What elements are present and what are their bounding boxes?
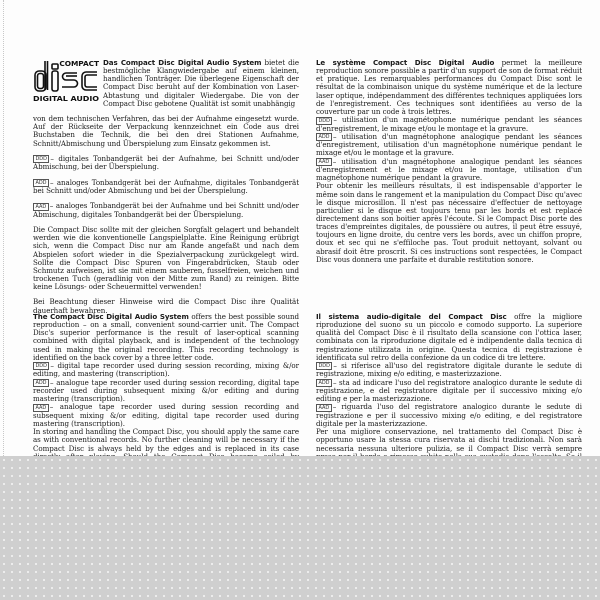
logo-compact-label: COMPACT [59,59,99,68]
german-code-add-text: – analoges Tonbandgerät bei der Aufnahme, digitales Tonbandgerät bei Schnitt und/oder Abmischung und bei der Überspielung. [33,177,299,196]
code-badge-add: ADD [316,379,332,387]
italian-section [316,313,582,477]
code-badge-ddd: DDD [33,155,49,163]
english-care: In storing and handling the Compact Disc, you should apply the same care as with conventional records. No further cleaning will be necessary if the Compact Disc is always held by the edges and is replaced in its case [33,427,299,453]
french-code-add-text: – utilisation d'un magnétophone analogique pendant les séances d'enregistrement, utilisation d'un magnétophone numérique pendant le mixage et/ou le montage et la gravure. [316,131,582,158]
english-code-ddd-text: – digital tape recorder used during session recording, mixing &/or editing, and mastering (transcription). [33,360,299,379]
italian-code-aad-text: – riguarda l'uso del registratore analogico durante le sedute di registrazione e per il successivo mixing e/o editing, e del registratore digitale per la masterizzazione. [316,402,582,429]
italian-code-add-text: – sta ad indicare l'uso del registratore analogico durante le sedute di registrazione, e del registratore digitale per il successivo mixing e/o editing e per la masterizzazione. [316,377,582,404]
german-section-header [33,58,299,315]
german-intro [103,59,299,108]
english-section [33,313,299,477]
code-badge-add: ADD [33,379,49,387]
french-code-ddd-text: – utilisation d'un magnétophone numérique pendant les séances d'enregistrement, le mixage et/ou le montage et la gravure. [316,115,582,133]
french-code-ddd [316,116,582,133]
german-intro-text: bietet die bestmögliche Klangwiedergabe auf einem kleinen, handlichen Tonträger. Die überlegene Eigenschaft der Compact Disc beruht auf der Kombination von Laser-Abtastung und digitaler Wiedergabe. Die von der Compact Disc gebotene Qualität ist somit unabhängig [103,58,299,108]
german-code-aad-text: – analoges Tonbandgerät bei der Aufnahme und bei Schnitt und/oder Abmischung, digitales Tonbandgerät bei der Überspielung. [33,201,299,219]
german-code-ddd-text: – digitales Tonbandgerät bei der Aufnahme, bei Schnitt und/oder Abmischung, bei der Überspielung. [33,153,299,172]
code-badge-ddd: DDD [316,117,332,125]
code-badge-add: ADD [316,133,332,141]
english-code-aad-text: – analogue tape recorder used during session recording and subsequent mixing &/or editing, digital tape recorder used during mastering (transcription). [33,402,299,429]
german-intro-cont: von dem technischen Verfahren, das bei der Aufnahme eingesetzt wurde. Auf der Rückseite der Verpackung kennzeichnet ein Code aus drei Buchstaben die Technik, die bei den drei Stationen Aufnahme, Schnitt/Abmischung und Überspielung zum Einsatz gekommen ist. [33,114,299,148]
german-lead: Das Compact Disc Digital Audio System [103,58,262,67]
german-code-ddd [33,155,299,172]
french-section [316,59,582,264]
english-intro [33,313,299,362]
left-column [33,58,299,453]
english-lead: The Compact Disc Digital Audio System [33,312,189,321]
german-code-add [33,179,299,196]
code-badge-aad: AAD [33,203,49,211]
scan-margin [3,0,6,456]
french-intro [316,59,582,116]
transparent-background-area [0,456,600,600]
logo-disc-label [33,58,34,59]
english-code-add-text: – analogue tape recorder used during session recording, digital tape recorder used during subsequent mixing &/or editing and during mastering (transcription). [33,377,299,404]
english-code-add [33,379,299,404]
logo-digital-audio-label: DIGITAL AUDIO [33,94,100,103]
italian-care: Per una migliore conservazione, nel trattamento del Compact Disc è opportuno usare la stessa cura riservata ai dischi tradizionali. Non sarà necessaria nessuna ulteriore pulizia, se il Compact Disc verrà sempre [316,427,582,453]
french-code-add [316,133,582,158]
compact-disc-logo [33,59,100,103]
code-badge-ddd: DDD [33,362,49,370]
italian-code-ddd [316,362,582,379]
english-code-ddd [33,362,299,379]
french-intro-text: permet la meilleure reproduction sonore possible a partir d'un support de son de format réduit et pratique. Les remarquables performances du Compact Disc sont le résultat de la combinaison unique du système numérique et de la lecture laser optique, indépendamment des différentes techniques appliquées lors de l'enregistrement. Ces techniques sont identifiées au verso de la couverture par un code à trois lettres. [316,58,582,116]
german-care: Die Compact Disc sollte mit der gleichen Sorgfalt gelagert und behandelt werden wie die konventionelle Langspielplatte. Eine Reinigung erübrigt sich, wenn die Compact Disc nur am Rande angefaßt und nach dem Abspielen sofort wieder in die Spezialverpackung zurückgelegt wird. Sollte die Compact Disc Spuren von Fingerabdrücken, Staub oder Schmutz aufweisen, ist sie mit einem sauberen, fusselfreien, weichen und trockenen Tuch (geradlinig von der Mitte zum Rand) zu reinigen. Bitte keine Lösungs- oder Scheuermittel verwenden! [33,225,299,292]
english-intro-text: offers the best possible sound reproduction – on a small, convenient sound-carrier unit. The Compact Disc's superior performance is the result of laser-optical scanning combined with digital playback, and is independent of the technology used in making the original recording. This recording technology is identified on the back cover by a three letter code. [33,312,299,362]
code-badge-aad: AAD [316,404,332,412]
english-code-aad [33,403,299,428]
code-badge-add: ADD [33,179,49,187]
code-badge-ddd: DDD [316,362,332,370]
code-badge-aad: AAD [33,404,49,412]
french-code-aad [316,158,582,183]
italian-intro-text: offre la migliore riproduzione del suono su un piccolo e comodo supporto. La superiore qualità del Compact Disc è il risultato della scansione con l'ottica laser, combinata con la riproduzione digitale ed è indipendente dalla tecnica di registrazione utilizzata in origine. Questa tecnica di registrazione è identificata sul retro della confezione da un codice di tre lettere. [316,312,582,362]
german-code-aad [33,202,299,219]
german-closing: Bei Beachtung dieser Hinweise wird die Compact Disc ihre Qualität dauerhaft bewahren. [33,297,299,315]
italian-code-aad [316,403,582,428]
french-lead: Le système Compact Disc Digital Audio [316,58,495,67]
french-code-aad-text: – utilisation d'un magnétophone analogique pendant les séances d'enregistrement et le mixage et/ou le montage, utilisation d'un magnétophone numérique pendant la gravure. [316,156,582,183]
italian-intro [316,313,582,362]
french-care: Pour obtenir les meilleurs résultats, il est indispensable d'apporter le même soin dans le rangement et la manipulation du Compact Disc qu'avec le disque microsillon. Il n'est pas nécessaire d'effectuer de nettoyage particulier si le disque est toujours tenu par les bords et est replacé directement dans son boitier après l'écoute. Si le Compact Disc porte des traces d'empreintes digitales, de poussière ou autres, il peut être essuyé, toujours en ligne droite, du centre vers les bords, avec un chiffon propre, doux et sec qui ne s'effiloche pas. Tout produit nettoyant, solvant ou abrasif doit être proscrit. Si ces instructions sont respectées, le Compact Disc vous donnera une parfaite et durable restitution sonore. [316,181,582,264]
italian-lead: Il sistema audio-digitale del Compact Disc [316,312,507,321]
italian-code-ddd-text: – si riferisce all'uso del registratore digitale durante le sedute di registrazione, mixing e/o editing, e masterizzazione. [316,360,582,379]
italian-code-add [316,379,582,404]
german-body [33,108,299,322]
code-badge-aad: AAD [316,158,332,166]
